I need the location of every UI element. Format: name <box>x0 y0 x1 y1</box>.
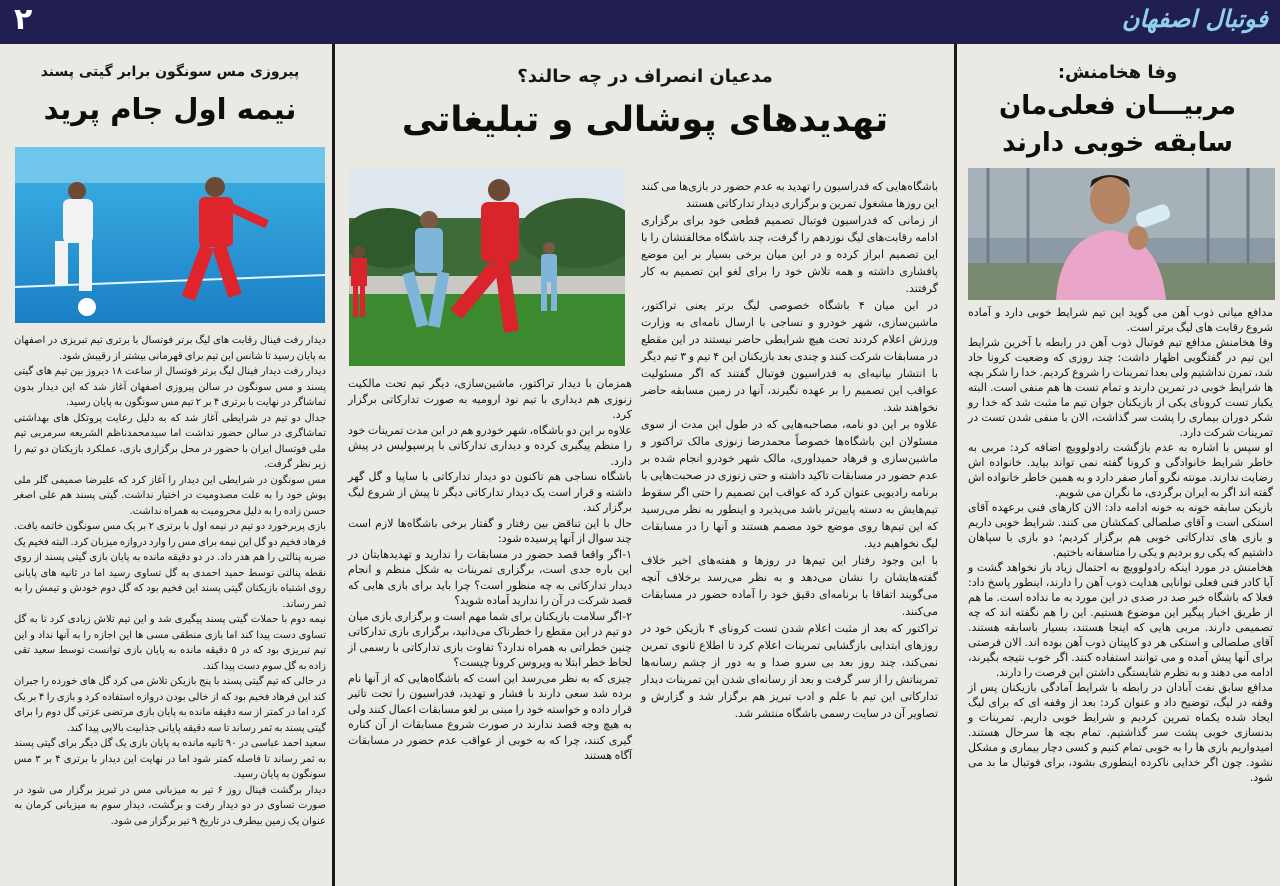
football-match-photo <box>349 168 625 366</box>
paragraph: ۲-اگر سلامت بازیکنان برای شما مهم است و برگزاری بازی میان دو تیم در این مقطع را خطرناک می‌دانید، برگزاری بازی تدارکاتی چنین خطراتی به همراه ندارد؟ تفاوت بازی تدارکاتی با رسمی از لحاظ خطر ابتلا به ویروس کرونا چیست؟ <box>348 609 632 669</box>
headline-line: مربیـــان فعلی‌مان <box>999 91 1236 121</box>
article-body <box>968 305 1273 785</box>
paragraph: مدافع میانی ذوب آهن می گوید این تیم شرایط خوبی دارد و آماده شروع رقابت های لیگ برتر است. <box>968 306 1273 334</box>
paragraph: علاوه بر این دو نامه، مصاحبه‌هایی که در طول این مدت از سوی مسئولان این باشگاه‌ها خصوصاً محمدرضا زنوزی مالک تراکتور و ماشین‌سازی و فرهاد حمیداوری، مالک شهر خودرو انجام شده بر عدم حضور در مسابقات تاکید داشته و حتی زنوزی در صحبت‌هایی با برنامه رادیویی عنوان کرد که عواقب این تصمیم را حتی اگر سقوط تیم‌هایش به دسته پایین‌تر باشد می‌پذیرد و اینطور به نظر می‌رسید که این تیم‌ها روی موضع خود مصمم هستند و آنها را در مسابقات لیگ نخواهیم دید. <box>641 418 938 550</box>
column-divider <box>332 44 335 886</box>
article-body-right <box>641 178 938 722</box>
paragraph: وفا هخامنش مدافع تیم فوتبال ذوب آهن در رابطه با آخرین شرایط این تیم در گفتگویی اظهار داشت: چند روزی که وضعیت کرونا حاد شد، تمرن نداشتیم ولی بعدا تمرینات را شروع کردیم. خدا را شکر بچه ها شرایط خوبی در تمرین دارند و تمام تست ها هم منفی است. البته یکبار تست کرونای یکی از بازیکنان جوان تیم ما مثبت شد که خدا رو شکر دوران بیماری را پشت سر گذاشت، الان با منفی شدن تست در تمرینات شرکت دارد. <box>968 336 1273 439</box>
paragraph: باشگاه‌هایی که فدراسیون را تهدید به عدم حضور در بازی‌ها می کنند این روزها مشغول تمرین و برگزاری دیدار تدارکاتی هستند <box>641 180 938 210</box>
paragraph: علاوه بر این دو باشگاه، شهر خودرو هم در این مدت تمرینات خود را منظم پیگیری کرده و دیداری تدارکاتی با پرسپولیس در پیش دارد. <box>348 423 632 468</box>
paragraph: بازی پربرخورد دو تیم در نیمه اول با برتری ۲ بر یک مس سونگون خاتمه یافت. فرهاد فخیم دو گل این نیمه برای مس را وارد دروازه میزبان کرد. البته فخیم یک ضربه پنالتی را هم هدر داد. در دو دقیقه مانده به پایان بازی گیتی پسند از روی نقطه پنالتی توسط حمید احمدی به گل تساوی رسید اما در ثانیه های پایانی روی اشتباه بازیکنان گیتی پسند این فخیم بود که گل دوم خودش و تیمش را به ثمر رساند. <box>14 521 326 610</box>
paragraph: در حالی که تیم گیتی پسند با پنج بازیکن تلاش می کرد گل های خورده را جبران کند این فرهاد فخیم بود که از خالی بودن دروازه استفاده کرد و بازی را ۴ بر یک کرد اما در کمتر از سه دقیقه مانده به پایان بازی مرتضی عزتی گل دوم را برای گیتی پسند به ثمر رساند تا سه دقیقه پایانی جذابیت بالایی پیدا کند. <box>14 676 326 734</box>
article-headline: نیمه اول جام پرید <box>43 92 297 126</box>
paragraph: سعید احمد عباسی در ۹۰ ثانیه مانده به پایان بازی یک گل دیگر برای گیتی پسند به ثمر رساند تا فاصله کمتر شود اما در نهایت این دیدار با برتری ۴ بر ۳ مس سونگون به پایان رسید. <box>14 738 327 780</box>
article-kicker: پیروزی مس سونگون برابر گیتی پسند <box>40 64 300 80</box>
paragraph: نیمه دوم با حملات گیتی پسند پیگیری شد و این تیم تلاش زیادی کرد تا به گل تساوی دست پیدا کند اما بازی منطقی مسی ها این اجازه را به آنها نداد و این تیم تبریزی بود که در ۵ دقیقه مانده به پایان بازی توانست توسط سعید تقی زاده به گل سوم دست پیدا کند. <box>14 614 327 672</box>
paragraph: بازیکن سابقه خونه به خونه ادامه داد: الان کارهای فنی برعهده آقای استکی است و آقای صلصالی کمکشان می کنند. شرایط خوبی داریم و بازی های تدارکاتی خوبی هم برگزار کردیم؛ دو بازی با سپاهان داشتیم که یکی رو بردیم و یکی را متاسفانه باختیم. <box>968 501 1273 559</box>
page-number: ۲ <box>14 2 33 37</box>
article-headline <box>965 88 1270 162</box>
article-kicker: مدعیان انصراف در چه حالند؟ <box>517 66 773 87</box>
article-body-left <box>348 376 632 764</box>
column-divider <box>954 44 957 886</box>
player-portrait-photo <box>968 168 1275 300</box>
paragraph: او سپس با اشاره به عدم بازگشت رادولوویچ اضافه کرد: مربی به خاطر شرایط خانوادگی و کرونا گفته نمی تواند بیاید. خانواده اش رضایت ندارند. مونته نگرو آمار صفر دارد و به همین خاطر خانواده اش گفته اند اگر به ایران برگردی، ما نگران می شویم. <box>968 441 1273 499</box>
headline-line: سابقه خوبی دارند <box>1002 128 1233 158</box>
newspaper-logo: فوتبال اصفهان <box>1121 4 1268 33</box>
paragraph: در این میان ۴ باشگاه خصوصی لیگ برتر یعنی تراکتور، ماشین‌سازی، شهر خودرو و نساجی با ارسال نامه‌ای به وزارت ورزش اعلام کردند تحت هیچ شرایطی حاضر نیستند در این مقطع در مسابقات شرکت کنند و چندی بعد بازیکنان این ۴ تیم و ۳ تیم دیگر با انتشار بیانیه‌ای به فدراسیون فوتبال گفتند که اگر مسئولیت عواقب این تصمیم را بر عهده نگیرند، آنها در زمین مسابقه حاضر نخواهند شد. <box>641 299 938 414</box>
article-body <box>14 333 326 829</box>
article-headline: تهدیدهای پوشالی و تبلیغاتی <box>401 100 889 140</box>
paragraph: ۱-اگر واقعا قصد حضور در مسابقات را ندارید و تهدیدهایتان در این باره جدی است، برگزاری تمرینات به شکل منظم و انجام دیدار تدارکاتی به چه منظور است؟ چرا باید برای بازی هایی که قصد شرکت در آن را ندارید آماده شوید؟ <box>348 547 632 607</box>
paragraph: دیدار رفت دیدار فینال لیگ برتر فوتسال از ساعت ۱۸ دیروز بین تیم های گیتی پسند و مس سونگون در سالن پیروزی اصفهان آغاز شد که این دیدار بدون تماشاگر در نهایت با برتری ۴ بر ۲ تیم مس سونگون به پایان رسید. <box>14 366 327 408</box>
paragraph: باشگاه نساجی هم تاکنون دو دیدار تدارکاتی با ساپیا و گل گهر داشته و قرار است یک دیدار تدارکاتی دیگر تا پیش از شروع لیگ برگزار کند. <box>348 470 632 514</box>
article-kicker: وفا هخامنش: <box>1057 62 1178 83</box>
paragraph: از زمانی که فدراسیون فوتبال تصمیم قطعی خود برای برگزاری ادامه رقابت‌های لیگ نوزدهم را گرفت، چند باشگاه مخالفتشان را با این تصمیم ابراز کرده و در این میان برخی بسیار بر این موضع پافشاری داشته و همه تلاش خود را برای لغو این تصمیم به کار گرفتند. <box>641 214 938 295</box>
paragraph: همزمان با دیدار تراکتور، ماشین‌سازی، دیگر تیم تحت مالکیت زنوزی هم دیداری با تیم نود ارومیه به صورت تدارکاتی برگزار کرد. <box>348 377 632 421</box>
page-header-bar <box>0 0 1280 44</box>
paragraph: دیدار رفت فینال رقابت های لیگ برتر فوتسال با برتری تیم تبریزی در اصفهان به پایان رسید تا شانس این تیم برای قهرمانی بیشتر از رقیبش شود. <box>14 335 326 362</box>
paragraph: چیزی که به نظر می‌رسد این است که باشگاه‌هایی که از آنها نام برده شد سعی دارند با فشار و تهدید، فدراسیون را تحت تاثیر قرار داده و خواسته خود را مبنی بر لغو مسابقات اعمال کنند ولی به هیچ وجه قصد ندارند در صورت شروع مسابقات از آن کناره گیری کنند، چرا که به خوبی از عواقب عدم حضور در مسابقات آگاه هستند <box>348 671 632 762</box>
paragraph: حال با این تناقض بین رفتار و گفتار برخی باشگاه‌ها لازم است چند سوال از آنها پرسیده شود: <box>348 516 632 545</box>
paragraph: جدال دو تیم در شرایطی آغاز شد که به دلیل رعایت پروتکل های بهداشتی تماشاگری در سالن حضور نداشت اما سیدمحمدناظم الشریعه سرمربی تیم ملی فوتسال ایران با حضور در محل برگزاری بازی، عملکرد بازیکنان دو تیم را زیر نظر گرفت. <box>14 412 326 470</box>
paragraph: دیدار برگشت فینال روز ۶ تیر به میزبانی مس در تبریز برگزار می شود در صورت تساوی در دو دیدار رفت و برگشت، دیدار سوم به میزبانی کرمان به عنوان یک زمین بیطرف در تاریخ ۹ تیر برگزار می شود. <box>14 784 326 827</box>
paragraph: تراکتور که بعد از مثبت اعلام شدن تست کرونای ۴ بازیکن خود در روزهای ابتدایی بازگشایی تمرینات اعلام کرد تا اطلاع ثانوی تمرین نمی‌کند، چند روز بعد بی سرو صدا و به دور از چشم رسانه‌ها تمریناتش را از سر گرفت و بعد از رسانه‌ای شدن این تمرینات دیدار تدارکاتی این تیم با علم و ادب تبریز هم برگزار شد و گزارش و تصاویر آن در سایت رسمی باشگاه منتشر شد. <box>641 622 938 720</box>
paragraph: هخامنش در مورد اینکه رادولوویچ به احتمال زیاد باز نخواهد گشت و آیا کادر فنی فعلی توانایی هدایت ذوب آهن را دارند، اینطور پاسخ داد: فعلا که باشگاه خبر صد در صدی در این مورد به ما نداده است. ما هم از طریق اخبار پیگیر این موضوع هستیم. این را هم نگفته اند که چه تصمیمی دارند. مربی هایی که اینجا هستند، بسیار باسابقه هستند. آقای صلصالی و استکی هر دو کاپیتان ذوب آهن بوده اند. الان فرصتی برای آنها پیش آمده و می توانند استفاده کنند. اگر خوب نتیجه بگیرند، ادامه می دهند و به نظرم شایستگی داشتن این فرصت را دارند. <box>968 561 1273 679</box>
paragraph: با این وجود رفتار این تیم‌ها در روزها و هفته‌های اخیر خلاف گفته‌هایشان را نشان می‌دهد و به نظر می‌رسد برخلاف آنچه می‌گویند اتفاقا با برنامه‌ای دقیق خود را آماده حضور در مسابقات می‌کنند. <box>641 554 938 618</box>
paragraph: مس سونگون در شرایطی این دیدار را آغاز کرد که علیرضا صمیمی گلر ملی پوش خود را به علت مصدومیت در اختیار نداشت. گیتی پسند هم علی اصغر حسن زاده را به دلیل محرومیت به همراه نداشت. <box>14 474 326 517</box>
futsal-photo <box>15 147 325 323</box>
paragraph: مدافع سابق نفت آبادان در رابطه با شرایط آمادگی بازیکنان پس از وقفه در لیگ، توضیح داد و عنوان کرد: بعد از وقفه ای که برای لیگ ایجاد شده یکماه تمرین کردیم و شرایط خوبی داریم. تمرینات و بدنسازی خوبی پشت سر گذاشتیم. تمام بچه ها سرحال هستند. امیدواریم بازی ها را به خوبی تمام کنیم و کسی دچار بیماری و مشکل نشود. چون اگر خدایی ناکرده اینطوری بشود، برای فوتبال ما بد می شود. <box>968 681 1273 784</box>
